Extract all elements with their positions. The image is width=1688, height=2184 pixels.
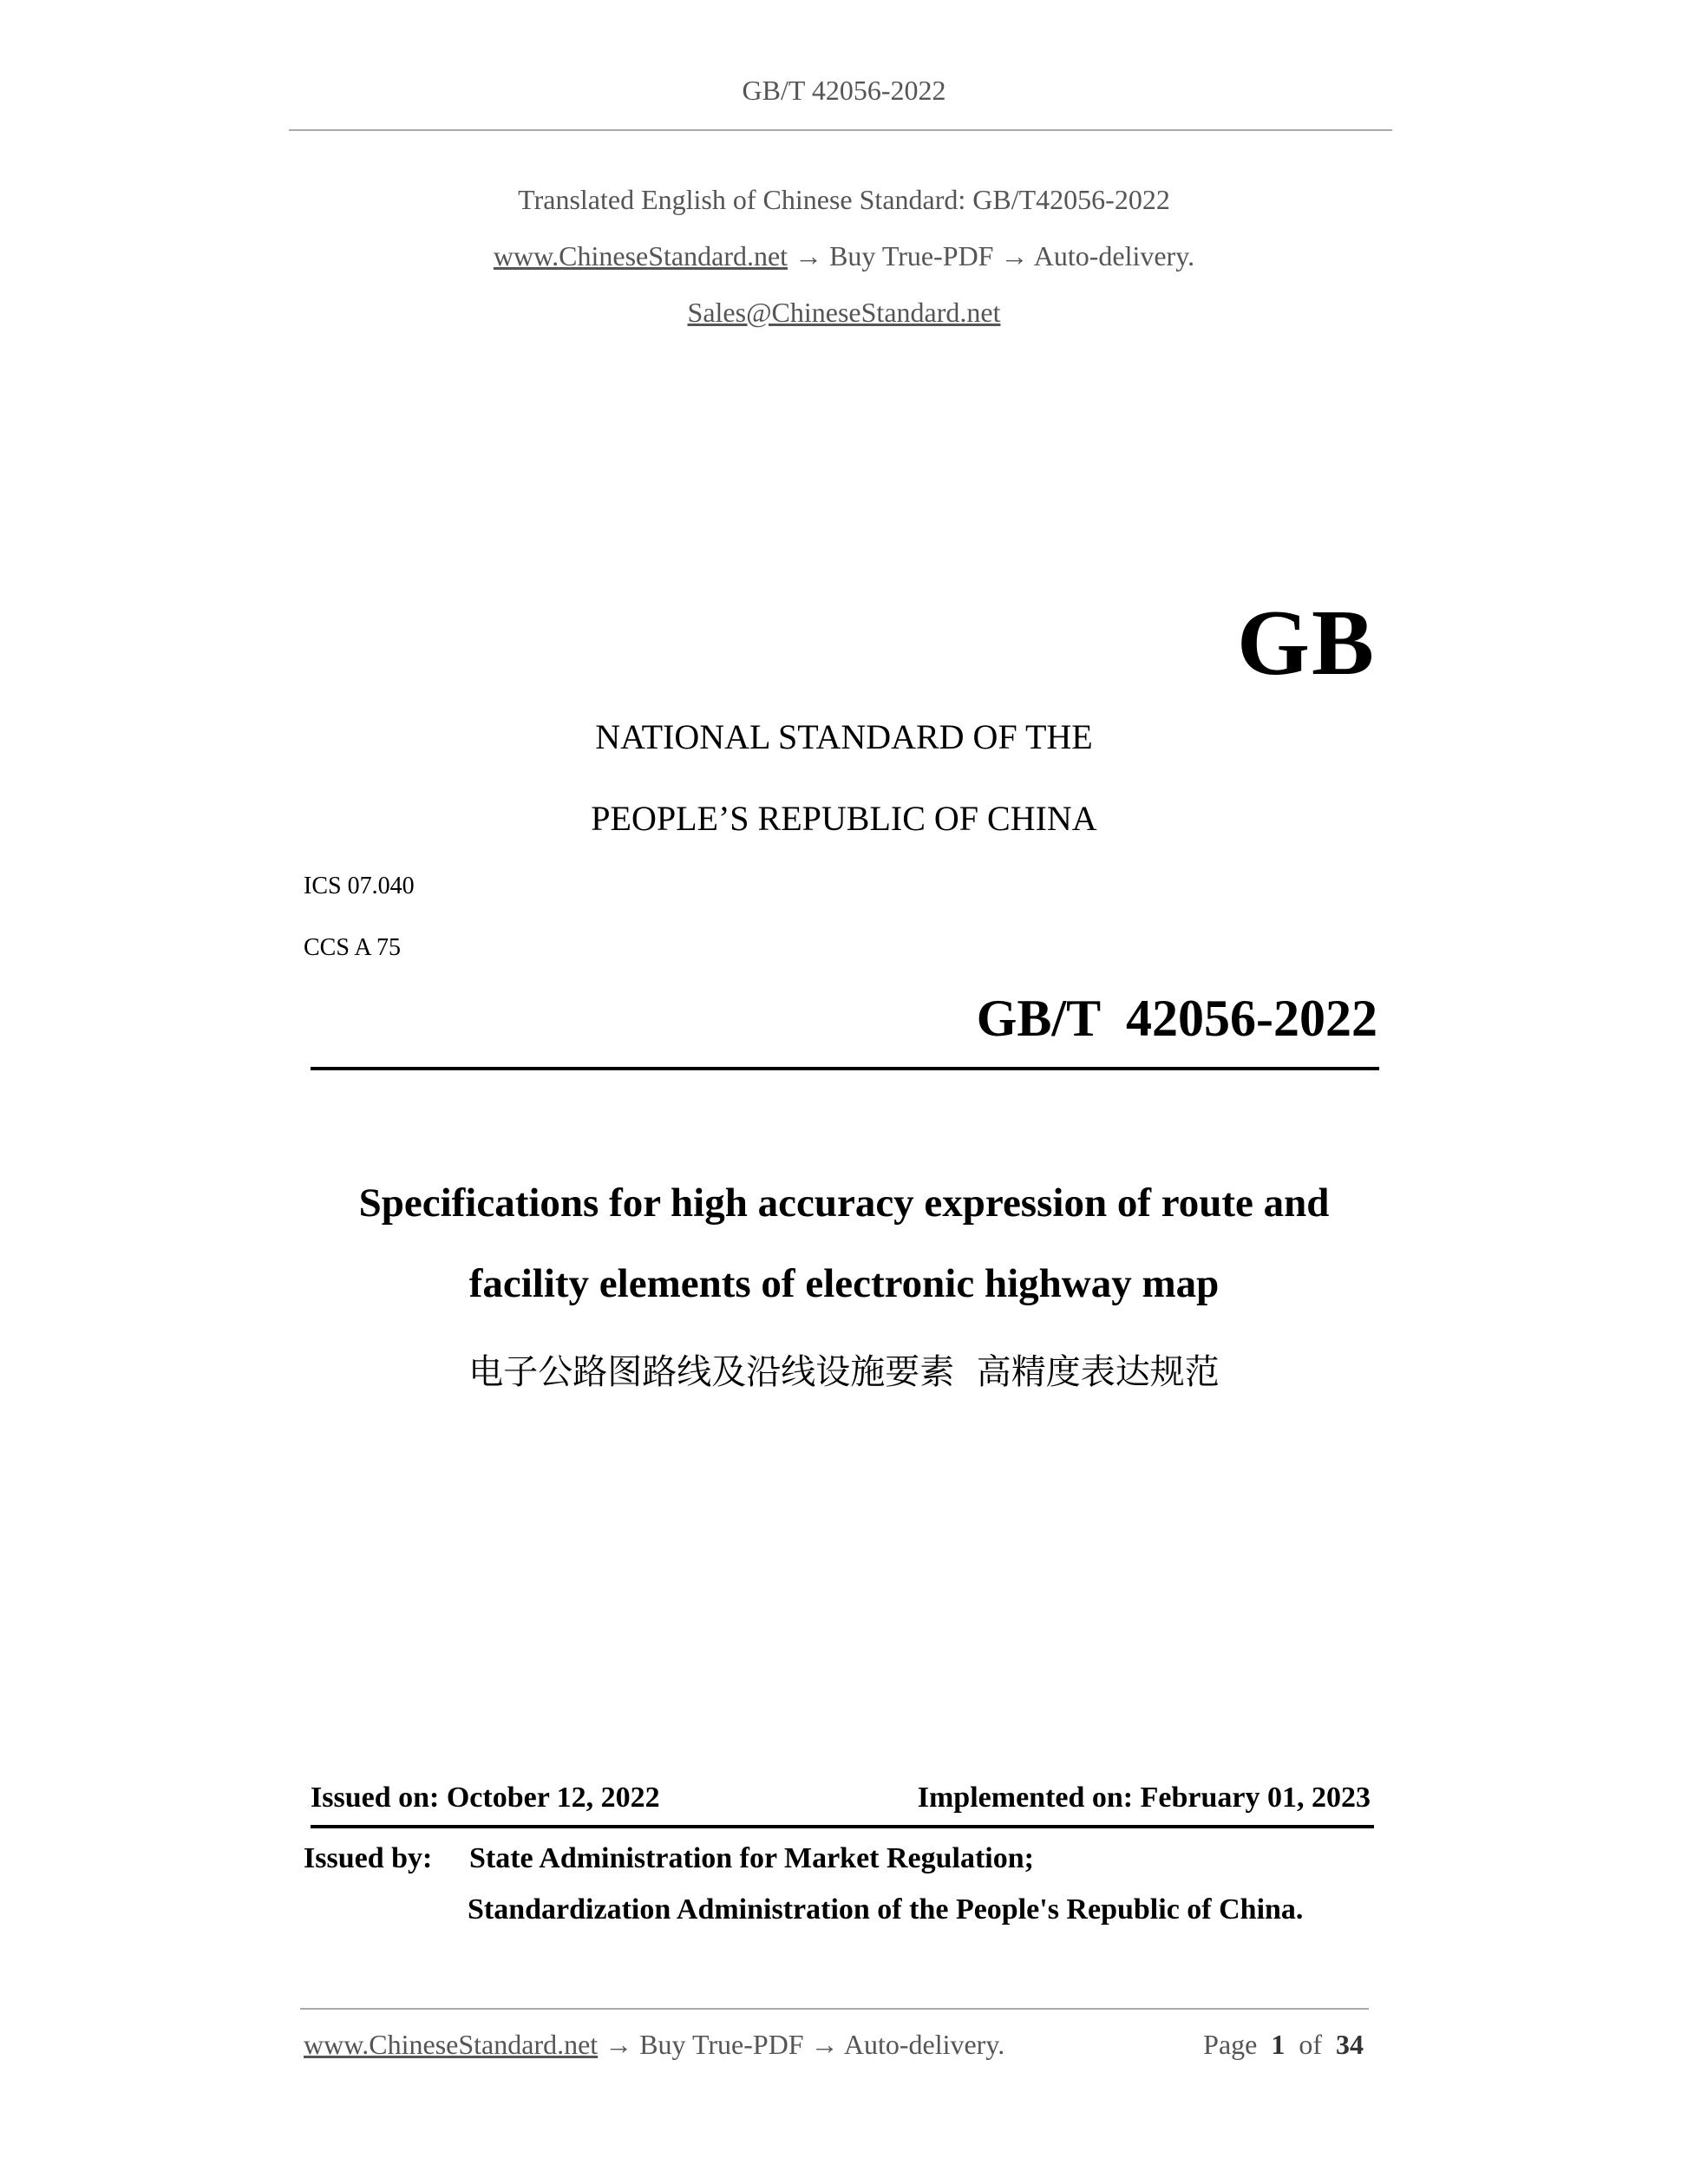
promo-line: Translated English of Chinese Standard: GB/T42056-2022 xyxy=(518,184,1170,215)
national-standard-line-1: NATIONAL STANDARD OF THE xyxy=(595,717,1093,756)
ccs-code: CCS A 75 xyxy=(304,934,402,961)
page-indicator xyxy=(1203,2029,1364,2061)
footer-promo xyxy=(304,2029,1004,2061)
issuer-line-2: Standardization Administration of the People's Republic of China. xyxy=(468,1893,1304,1926)
promo-buy-line xyxy=(0,240,1688,272)
national-standard-line-2: PEOPLE’S REPUBLIC OF CHINA xyxy=(591,799,1097,838)
issuer-line-1: State Administration for Market Regulation; xyxy=(469,1842,1034,1874)
footer-site-link[interactable]: www.ChineseStandard.net xyxy=(304,2029,599,2060)
standard-number: GB/T 42056-2022 xyxy=(976,990,1377,1047)
of-label: of xyxy=(1299,2029,1322,2060)
site-link[interactable]: www.ChineseStandard.net xyxy=(493,240,788,271)
footer-buy-text: → Buy True-PDF → Auto-delivery. xyxy=(598,2029,1005,2060)
title-chinese: 电子公路图路线及沿线设施要素 高精度表达规范 xyxy=(468,1352,1220,1392)
footer-divider xyxy=(300,2008,1369,2010)
dates-divider xyxy=(311,1825,1374,1828)
title-english-line-2: facility elements of electronic highway map xyxy=(468,1261,1220,1306)
total-pages: 34 xyxy=(1336,2029,1364,2060)
running-header: GB/T 42056-2022 xyxy=(742,75,946,106)
title-english-line-1: Specifications for high accuracy expression of route and xyxy=(358,1180,1330,1226)
gb-mark: GB xyxy=(1236,592,1376,695)
promo-email-line xyxy=(0,297,1688,329)
implemented-on-date: Implemented on: February 01, 2023 xyxy=(917,1782,1371,1814)
header-divider xyxy=(289,129,1392,131)
page-number: 1 xyxy=(1271,2029,1286,2060)
ics-code: ICS 07.040 xyxy=(304,873,415,899)
promo-buy-text: → Buy True-PDF → Auto-delivery. xyxy=(788,240,1195,271)
email-link[interactable]: Sales@ChineseStandard.net xyxy=(687,297,1001,328)
page-label: Page xyxy=(1203,2029,1258,2060)
standard-number-divider xyxy=(311,1067,1379,1070)
issued-by-label: Issued by: xyxy=(304,1842,433,1874)
issued-on-date: Issued on: October 12, 2022 xyxy=(311,1782,660,1814)
